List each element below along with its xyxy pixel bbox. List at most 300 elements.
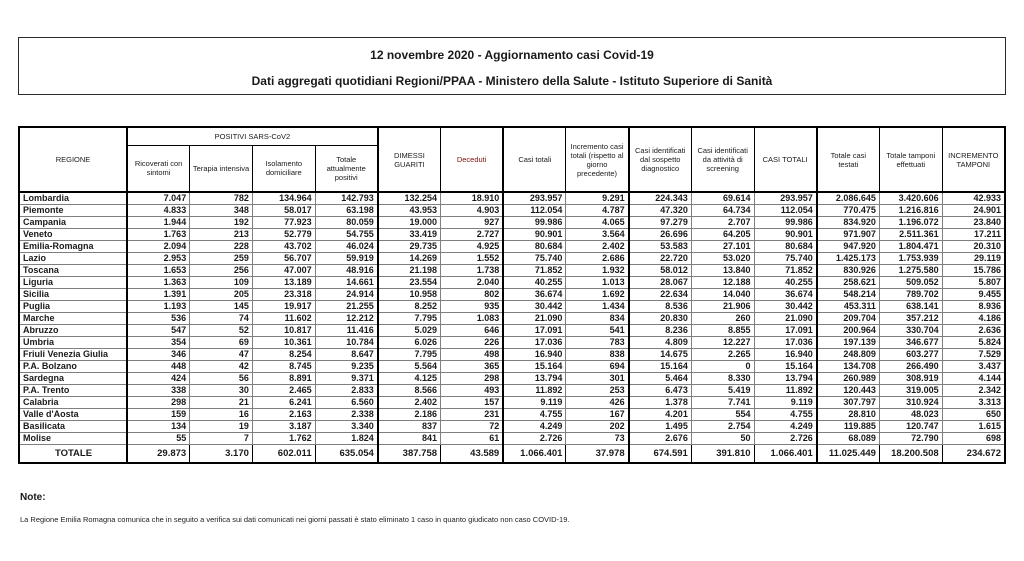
- region-name-cell: Toscana: [19, 265, 127, 277]
- region-name-cell: Sardegna: [19, 373, 127, 385]
- value-cell: 354: [127, 337, 190, 349]
- region-name-cell: P.A. Bolzano: [19, 361, 127, 373]
- title-box: [18, 37, 1006, 95]
- table-row: [19, 192, 1005, 205]
- value-cell: 24.914: [315, 289, 378, 301]
- value-cell: 10.817: [252, 325, 315, 337]
- value-cell: 18.200.508: [879, 445, 942, 464]
- table-row: [19, 349, 1005, 361]
- value-cell: 30.442: [503, 301, 566, 313]
- value-cell: 603.277: [879, 349, 942, 361]
- value-cell: 47.320: [629, 205, 692, 217]
- value-cell: 19: [190, 421, 253, 433]
- value-cell: 58.017: [252, 205, 315, 217]
- value-cell: 11.892: [503, 385, 566, 397]
- value-cell: 548.214: [817, 289, 880, 301]
- value-cell: 2.727: [441, 229, 504, 241]
- value-cell: 391.810: [691, 445, 754, 464]
- value-cell: 13.189: [252, 277, 315, 289]
- value-cell: 4.249: [754, 421, 817, 433]
- table-row: [19, 289, 1005, 301]
- value-cell: 80.684: [503, 241, 566, 253]
- value-cell: 301: [566, 373, 629, 385]
- value-cell: 1.762: [252, 433, 315, 445]
- value-cell: 2.726: [503, 433, 566, 445]
- column-header-isolamento-domiciliare: Isolamento domiciliare: [252, 145, 315, 192]
- value-cell: 10.958: [378, 289, 441, 301]
- value-cell: 36.674: [503, 289, 566, 301]
- value-cell: 635.054: [315, 445, 378, 464]
- value-cell: 3.420.606: [879, 192, 942, 205]
- value-cell: 157: [441, 397, 504, 409]
- value-cell: 834.920: [817, 217, 880, 229]
- value-cell: 9.119: [754, 397, 817, 409]
- column-header-casi-totali: Casi totali: [503, 127, 566, 192]
- value-cell: 3.187: [252, 421, 315, 433]
- value-cell: 2.338: [315, 409, 378, 421]
- value-cell: 167: [566, 409, 629, 421]
- value-cell: 119.885: [817, 421, 880, 433]
- value-cell: 308.919: [879, 373, 942, 385]
- value-cell: 74: [190, 313, 253, 325]
- column-header-terapia-intensiva: Terapia intensiva: [190, 145, 253, 192]
- value-cell: 61: [441, 433, 504, 445]
- value-cell: 99.986: [503, 217, 566, 229]
- value-cell: 346.677: [879, 337, 942, 349]
- value-cell: 7.795: [378, 313, 441, 325]
- value-cell: 4.249: [503, 421, 566, 433]
- region-name-cell: Emilia-Romagna: [19, 241, 127, 253]
- value-cell: 602.011: [252, 445, 315, 464]
- value-cell: 53.583: [629, 241, 692, 253]
- value-cell: 4.755: [754, 409, 817, 421]
- value-cell: 498: [441, 349, 504, 361]
- value-cell: 11.025.449: [817, 445, 880, 464]
- region-name-cell: Liguria: [19, 277, 127, 289]
- table-row: [19, 241, 1005, 253]
- value-cell: 2.086.645: [817, 192, 880, 205]
- value-cell: 935: [441, 301, 504, 313]
- column-header-totale-casi-testati: Totale casi testati: [817, 127, 880, 192]
- value-cell: 1.275.580: [879, 265, 942, 277]
- value-cell: 23.318: [252, 289, 315, 301]
- total-label-cell: TOTALE: [19, 445, 127, 464]
- value-cell: 224.343: [629, 192, 692, 205]
- value-cell: 8.855: [691, 325, 754, 337]
- value-cell: 3.340: [315, 421, 378, 433]
- value-cell: 213: [190, 229, 253, 241]
- table-row: [19, 337, 1005, 349]
- value-cell: 2.402: [566, 241, 629, 253]
- value-cell: 1.066.401: [503, 445, 566, 464]
- value-cell: 46.024: [315, 241, 378, 253]
- value-cell: 8.330: [691, 373, 754, 385]
- value-cell: 4.144: [942, 373, 1005, 385]
- value-cell: 9.235: [315, 361, 378, 373]
- value-cell: 5.419: [691, 385, 754, 397]
- value-cell: 330.704: [879, 325, 942, 337]
- notes-text: La Regione Emilia Romagna comunica che in seguito a verifica sui dati comunicati nei giorni passati è stato eliminato 1 caso in quanto giudicato non caso COVID-19.: [20, 515, 570, 524]
- table-header-group-row: [19, 127, 1005, 145]
- value-cell: 338: [127, 385, 190, 397]
- value-cell: 12.188: [691, 277, 754, 289]
- value-cell: 7.741: [691, 397, 754, 409]
- value-cell: 310.924: [879, 397, 942, 409]
- notes-label: Note:: [20, 492, 46, 503]
- value-cell: 1.495: [629, 421, 692, 433]
- value-cell: 15.164: [503, 361, 566, 373]
- value-cell: 17.036: [754, 337, 817, 349]
- value-cell: 2.342: [942, 385, 1005, 397]
- value-cell: 1.692: [566, 289, 629, 301]
- value-cell: 17.036: [503, 337, 566, 349]
- region-name-cell: Piemonte: [19, 205, 127, 217]
- value-cell: 52.779: [252, 229, 315, 241]
- value-cell: 30.442: [754, 301, 817, 313]
- value-cell: 14.040: [691, 289, 754, 301]
- table-row: [19, 373, 1005, 385]
- value-cell: 266.490: [879, 361, 942, 373]
- value-cell: 80.684: [754, 241, 817, 253]
- value-cell: 120.443: [817, 385, 880, 397]
- value-cell: 132.254: [378, 192, 441, 205]
- value-cell: 16.940: [503, 349, 566, 361]
- value-cell: 2.040: [441, 277, 504, 289]
- value-cell: 72: [441, 421, 504, 433]
- value-cell: 2.636: [942, 325, 1005, 337]
- value-cell: 674.591: [629, 445, 692, 464]
- value-cell: 927: [441, 217, 504, 229]
- value-cell: 12.212: [315, 313, 378, 325]
- value-cell: 4.201: [629, 409, 692, 421]
- value-cell: 1.193: [127, 301, 190, 313]
- value-cell: 6.026: [378, 337, 441, 349]
- value-cell: 838: [566, 349, 629, 361]
- table-row: [19, 229, 1005, 241]
- value-cell: 142.793: [315, 192, 378, 205]
- column-header-totale-tamponi: Totale tamponi effettuati: [879, 127, 942, 192]
- value-cell: 3.437: [942, 361, 1005, 373]
- value-cell: 29.119: [942, 253, 1005, 265]
- value-cell: 8.745: [252, 361, 315, 373]
- value-cell: 9.455: [942, 289, 1005, 301]
- value-cell: 40.255: [754, 277, 817, 289]
- value-cell: 28.810: [817, 409, 880, 421]
- value-cell: 293.957: [754, 192, 817, 205]
- value-cell: 159: [127, 409, 190, 421]
- value-cell: 3.313: [942, 397, 1005, 409]
- value-cell: 2.726: [754, 433, 817, 445]
- value-cell: 134: [127, 421, 190, 433]
- value-cell: 7.047: [127, 192, 190, 205]
- value-cell: 4.755: [503, 409, 566, 421]
- value-cell: 8.647: [315, 349, 378, 361]
- value-cell: 698: [942, 433, 1005, 445]
- value-cell: 4.787: [566, 205, 629, 217]
- value-cell: 13.840: [691, 265, 754, 277]
- value-cell: 15.786: [942, 265, 1005, 277]
- value-cell: 802: [441, 289, 504, 301]
- value-cell: 357.212: [879, 313, 942, 325]
- value-cell: 77.923: [252, 217, 315, 229]
- value-cell: 694: [566, 361, 629, 373]
- column-header-deceduti: Deceduti: [441, 127, 504, 192]
- value-cell: 202: [566, 421, 629, 433]
- value-cell: 346: [127, 349, 190, 361]
- value-cell: 293.957: [503, 192, 566, 205]
- title-line2: Dati aggregati quotidiani Regioni/PPAA - Ministero della Salute - Istituto Superiore di Sanità: [251, 74, 773, 88]
- value-cell: 8.252: [378, 301, 441, 313]
- value-cell: 200.964: [817, 325, 880, 337]
- region-name-cell: Basilicata: [19, 421, 127, 433]
- value-cell: 19.000: [378, 217, 441, 229]
- value-cell: 2.265: [691, 349, 754, 361]
- value-cell: 14.675: [629, 349, 692, 361]
- region-name-cell: Calabria: [19, 397, 127, 409]
- value-cell: 971.907: [817, 229, 880, 241]
- value-cell: 192: [190, 217, 253, 229]
- value-cell: 1.824: [315, 433, 378, 445]
- value-cell: 56.707: [252, 253, 315, 265]
- value-cell: 33.419: [378, 229, 441, 241]
- value-cell: 2.707: [691, 217, 754, 229]
- region-name-cell: Sicilia: [19, 289, 127, 301]
- value-cell: 4.065: [566, 217, 629, 229]
- value-cell: 55: [127, 433, 190, 445]
- value-cell: 260.989: [817, 373, 880, 385]
- value-cell: 19.917: [252, 301, 315, 313]
- value-cell: 16.940: [754, 349, 817, 361]
- value-cell: 112.054: [503, 205, 566, 217]
- value-cell: 10.361: [252, 337, 315, 349]
- value-cell: 1.378: [629, 397, 692, 409]
- value-cell: 26.696: [629, 229, 692, 241]
- value-cell: 209.704: [817, 313, 880, 325]
- value-cell: 40.255: [503, 277, 566, 289]
- value-cell: 71.852: [754, 265, 817, 277]
- value-cell: 120.747: [879, 421, 942, 433]
- value-cell: 54.755: [315, 229, 378, 241]
- value-cell: 90.901: [754, 229, 817, 241]
- value-cell: 43.702: [252, 241, 315, 253]
- value-cell: 37.978: [566, 445, 629, 464]
- value-cell: 11.892: [754, 385, 817, 397]
- table-row: [19, 253, 1005, 265]
- value-cell: 424: [127, 373, 190, 385]
- value-cell: 8.236: [629, 325, 692, 337]
- value-cell: 4.903: [441, 205, 504, 217]
- value-cell: 319.005: [879, 385, 942, 397]
- value-cell: 8.566: [378, 385, 441, 397]
- value-cell: 17.091: [503, 325, 566, 337]
- value-cell: 448: [127, 361, 190, 373]
- value-cell: 1.216.816: [879, 205, 942, 217]
- region-name-cell: Campania: [19, 217, 127, 229]
- table-row: [19, 313, 1005, 325]
- value-cell: 2.186: [378, 409, 441, 421]
- value-cell: 1.615: [942, 421, 1005, 433]
- table-row: [19, 301, 1005, 313]
- value-cell: 9.291: [566, 192, 629, 205]
- table-header: [19, 127, 1005, 192]
- region-name-cell: Friuli Venezia Giulia: [19, 349, 127, 361]
- value-cell: 21.090: [503, 313, 566, 325]
- covid-data-table: [18, 126, 1006, 464]
- value-cell: 52: [190, 325, 253, 337]
- value-cell: 10.784: [315, 337, 378, 349]
- value-cell: 228: [190, 241, 253, 253]
- value-cell: 1.804.471: [879, 241, 942, 253]
- table-row: [19, 397, 1005, 409]
- value-cell: 5.564: [378, 361, 441, 373]
- value-cell: 6.473: [629, 385, 692, 397]
- value-cell: 97.279: [629, 217, 692, 229]
- value-cell: 5.824: [942, 337, 1005, 349]
- column-header-ricoverati-con-sintomi: Ricoverati con sintomi: [127, 145, 190, 192]
- column-group-positivi-sars-cov2: POSITIVI SARS-CoV2: [127, 127, 378, 145]
- value-cell: 109: [190, 277, 253, 289]
- value-cell: 42: [190, 361, 253, 373]
- value-cell: 1.932: [566, 265, 629, 277]
- value-cell: 5.029: [378, 325, 441, 337]
- table-row: [19, 217, 1005, 229]
- value-cell: 348: [190, 205, 253, 217]
- value-cell: 3.564: [566, 229, 629, 241]
- value-cell: 47: [190, 349, 253, 361]
- value-cell: 226: [441, 337, 504, 349]
- value-cell: 2.402: [378, 397, 441, 409]
- value-cell: 2.953: [127, 253, 190, 265]
- value-cell: 1.013: [566, 277, 629, 289]
- value-cell: 24.901: [942, 205, 1005, 217]
- value-cell: 1.753.939: [879, 253, 942, 265]
- value-cell: 21.906: [691, 301, 754, 313]
- value-cell: 782: [190, 192, 253, 205]
- value-cell: 145: [190, 301, 253, 313]
- value-cell: 112.054: [754, 205, 817, 217]
- value-cell: 1.391: [127, 289, 190, 301]
- table-row: [19, 385, 1005, 397]
- region-name-cell: Marche: [19, 313, 127, 325]
- value-cell: 59.919: [315, 253, 378, 265]
- value-cell: 47.007: [252, 265, 315, 277]
- value-cell: 29.873: [127, 445, 190, 464]
- value-cell: 64.734: [691, 205, 754, 217]
- value-cell: 16: [190, 409, 253, 421]
- value-cell: 248.809: [817, 349, 880, 361]
- value-cell: 547: [127, 325, 190, 337]
- value-cell: 783: [566, 337, 629, 349]
- column-header-casi-screening: Casi identificati da attività di screening: [691, 127, 754, 192]
- title-line1: 12 novembre 2020 - Aggiornamento casi Covid-19: [370, 48, 654, 62]
- value-cell: 1.763: [127, 229, 190, 241]
- value-cell: 48.916: [315, 265, 378, 277]
- value-cell: 8.536: [629, 301, 692, 313]
- value-cell: 260: [691, 313, 754, 325]
- value-cell: 22.634: [629, 289, 692, 301]
- value-cell: 64.205: [691, 229, 754, 241]
- value-cell: 365: [441, 361, 504, 373]
- table-body: [19, 192, 1005, 463]
- value-cell: 947.920: [817, 241, 880, 253]
- value-cell: 1.425.173: [817, 253, 880, 265]
- value-cell: 42.933: [942, 192, 1005, 205]
- value-cell: 1.944: [127, 217, 190, 229]
- value-cell: 2.163: [252, 409, 315, 421]
- table-total-row: [19, 445, 1005, 464]
- value-cell: 4.186: [942, 313, 1005, 325]
- value-cell: 5.807: [942, 277, 1005, 289]
- value-cell: 4.125: [378, 373, 441, 385]
- value-cell: 197.139: [817, 337, 880, 349]
- value-cell: 9.371: [315, 373, 378, 385]
- value-cell: 90.901: [503, 229, 566, 241]
- value-cell: 21.090: [754, 313, 817, 325]
- column-header-totale-attualmente-positivi: Totale attualmente positivi: [315, 145, 378, 192]
- value-cell: 48.023: [879, 409, 942, 421]
- table-row: [19, 421, 1005, 433]
- value-cell: 28.067: [629, 277, 692, 289]
- value-cell: 134.708: [817, 361, 880, 373]
- value-cell: 75.740: [503, 253, 566, 265]
- value-cell: 6.560: [315, 397, 378, 409]
- value-cell: 58.012: [629, 265, 692, 277]
- value-cell: 8.254: [252, 349, 315, 361]
- value-cell: 12.227: [691, 337, 754, 349]
- table-row: [19, 277, 1005, 289]
- value-cell: 43.589: [441, 445, 504, 464]
- value-cell: 830.926: [817, 265, 880, 277]
- region-name-cell: Abruzzo: [19, 325, 127, 337]
- value-cell: 205: [190, 289, 253, 301]
- value-cell: 1.434: [566, 301, 629, 313]
- value-cell: 2.094: [127, 241, 190, 253]
- value-cell: 80.059: [315, 217, 378, 229]
- value-cell: 3.170: [190, 445, 253, 464]
- value-cell: 536: [127, 313, 190, 325]
- value-cell: 18.910: [441, 192, 504, 205]
- value-cell: 2.676: [629, 433, 692, 445]
- value-cell: 1.083: [441, 313, 504, 325]
- value-cell: 13.794: [503, 373, 566, 385]
- value-cell: 509.052: [879, 277, 942, 289]
- value-cell: 298: [127, 397, 190, 409]
- value-cell: 298: [441, 373, 504, 385]
- value-cell: 307.797: [817, 397, 880, 409]
- value-cell: 8.936: [942, 301, 1005, 313]
- value-cell: 1.653: [127, 265, 190, 277]
- value-cell: 71.852: [503, 265, 566, 277]
- table-row: [19, 361, 1005, 373]
- value-cell: 17.211: [942, 229, 1005, 241]
- value-cell: 9.119: [503, 397, 566, 409]
- value-cell: 23.840: [942, 217, 1005, 229]
- value-cell: 4.833: [127, 205, 190, 217]
- value-cell: 541: [566, 325, 629, 337]
- value-cell: 4.925: [441, 241, 504, 253]
- value-cell: 234.672: [942, 445, 1005, 464]
- value-cell: 453.311: [817, 301, 880, 313]
- value-cell: 14.661: [315, 277, 378, 289]
- value-cell: 426: [566, 397, 629, 409]
- value-cell: 21.198: [378, 265, 441, 277]
- value-cell: 2.833: [315, 385, 378, 397]
- region-name-cell: Umbria: [19, 337, 127, 349]
- region-name-cell: Lazio: [19, 253, 127, 265]
- value-cell: 789.702: [879, 289, 942, 301]
- value-cell: 68.089: [817, 433, 880, 445]
- value-cell: 1.196.072: [879, 217, 942, 229]
